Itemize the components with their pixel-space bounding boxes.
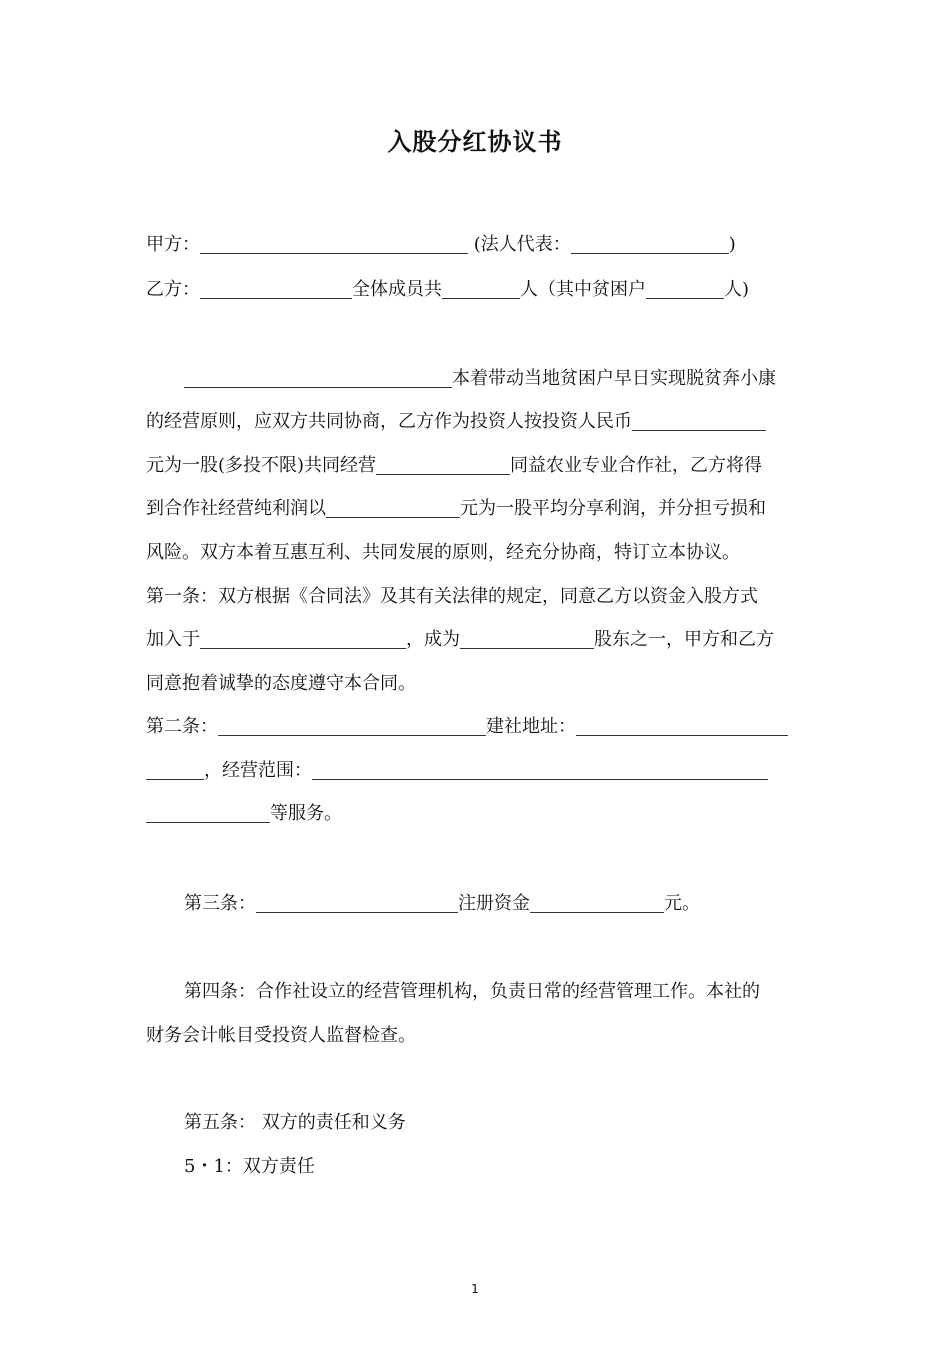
party-a-name-blank[interactable] bbox=[200, 235, 468, 254]
article-5-text: 第五条： 双方的责任和义务 bbox=[184, 1112, 406, 1133]
article-5-sub bbox=[184, 1155, 804, 1179]
article-4-text-2: 财务会计帐目受投资人监督检查。 bbox=[146, 1025, 416, 1046]
intro-text-1: 本着带动当地贫困户早日实现脱贫奔小康 bbox=[452, 368, 776, 389]
yuan-label: 元。 bbox=[664, 893, 700, 914]
registered-capital-blank[interactable] bbox=[530, 894, 664, 913]
article-2-label: 第二条： bbox=[146, 716, 218, 737]
party-b-line bbox=[146, 278, 806, 302]
poor-households-close: 人) bbox=[724, 279, 750, 300]
address-cont-blank[interactable] bbox=[146, 761, 204, 780]
article-1-text-3: 同意抱着诚挚的态度遵守本合同。 bbox=[146, 673, 416, 694]
shareholder-of-blank[interactable] bbox=[460, 630, 594, 649]
intro-line-5 bbox=[146, 541, 806, 565]
party-a-label: 甲方： bbox=[146, 234, 200, 255]
intro-line-2 bbox=[146, 410, 806, 434]
business-scope-blank[interactable] bbox=[312, 761, 768, 780]
intro-line-1 bbox=[184, 367, 804, 391]
article-1-text-2c: 股东之一，甲方和乙方 bbox=[594, 629, 774, 650]
coop-name-2-blank[interactable] bbox=[218, 717, 486, 736]
party-b-label: 乙方： bbox=[146, 279, 200, 300]
article-1-line-3 bbox=[146, 672, 806, 696]
members-label: 全体成员共 bbox=[352, 279, 442, 300]
services-text: 等服务。 bbox=[270, 803, 342, 824]
intro-text-4a: 到合作社经营纯利润以 bbox=[146, 498, 326, 519]
intro-text-3b: 同益农业专业合作社，乙方将得 bbox=[510, 455, 763, 476]
intro-line-4 bbox=[146, 497, 806, 521]
page-number: 1 bbox=[471, 1282, 479, 1296]
party-a-line bbox=[146, 233, 806, 257]
business-scope-cont-blank[interactable] bbox=[146, 804, 270, 823]
registered-capital-label: 注册资金 bbox=[458, 893, 530, 914]
business-scope-label: ，经营范围： bbox=[204, 760, 312, 781]
document-title: 入股分红协议书 bbox=[387, 127, 563, 156]
investment-amount-blank[interactable] bbox=[632, 412, 766, 431]
article-3-entity-blank[interactable] bbox=[256, 894, 458, 913]
article-2-line-1 bbox=[146, 715, 806, 739]
article-1-text-2a: 加入于 bbox=[146, 629, 200, 650]
join-entity-blank[interactable] bbox=[200, 630, 406, 649]
intro-text-5: 风险。双方本着互惠互利、共同发展的原则，经充分协商，特订立本协议。 bbox=[146, 542, 740, 563]
poor-households-label: （其中贫困户 bbox=[538, 279, 646, 300]
article-3-label: 第三条： bbox=[184, 893, 256, 914]
intro-line-3 bbox=[146, 454, 806, 478]
share-amount-blank[interactable] bbox=[326, 499, 460, 518]
article-1-line-1 bbox=[146, 585, 806, 609]
legal-rep-label: (法人代表： bbox=[473, 234, 571, 255]
address-blank[interactable] bbox=[576, 717, 788, 736]
legal-rep-blank[interactable] bbox=[571, 235, 729, 254]
article-2-line-2 bbox=[146, 759, 806, 783]
coop-name-blank[interactable] bbox=[376, 456, 510, 475]
intro-text-4b: 元为一股平均分享利润，并分担亏损和 bbox=[460, 498, 766, 519]
article-1-text-1: 第一条：双方根据《合同法》及其有关法律的规定，同意乙方以资金入股方式 bbox=[146, 586, 758, 607]
article-4-text-1: 第四条：合作社设立的经营管理机构，负责日常的经营管理工作。本社的 bbox=[184, 981, 760, 1002]
article-2-line-3 bbox=[146, 802, 806, 826]
article-4-line-1 bbox=[184, 980, 804, 1004]
article-5-1-text: 5・1：双方责任 bbox=[184, 1156, 315, 1177]
article-5-heading bbox=[184, 1111, 804, 1135]
party-b-name-blank[interactable] bbox=[200, 280, 352, 299]
intro-subject-blank[interactable] bbox=[184, 369, 452, 388]
members-count-blank[interactable] bbox=[442, 280, 520, 299]
address-label: 建社地址： bbox=[486, 716, 576, 737]
article-1-line-2 bbox=[146, 628, 806, 652]
article-1-text-2b: ，成为 bbox=[406, 629, 460, 650]
article-4-line-2 bbox=[146, 1024, 806, 1048]
people-label: 人 bbox=[520, 279, 538, 300]
article-3-line bbox=[184, 892, 804, 916]
intro-text-3a: 元为一股(多投不限)共同经营 bbox=[146, 455, 377, 476]
poor-households-blank[interactable] bbox=[646, 280, 724, 299]
legal-rep-close: ) bbox=[728, 234, 736, 255]
intro-text-2: 的经营原则，应双方共同协商，乙方作为投资人按投资人民币 bbox=[146, 411, 632, 432]
